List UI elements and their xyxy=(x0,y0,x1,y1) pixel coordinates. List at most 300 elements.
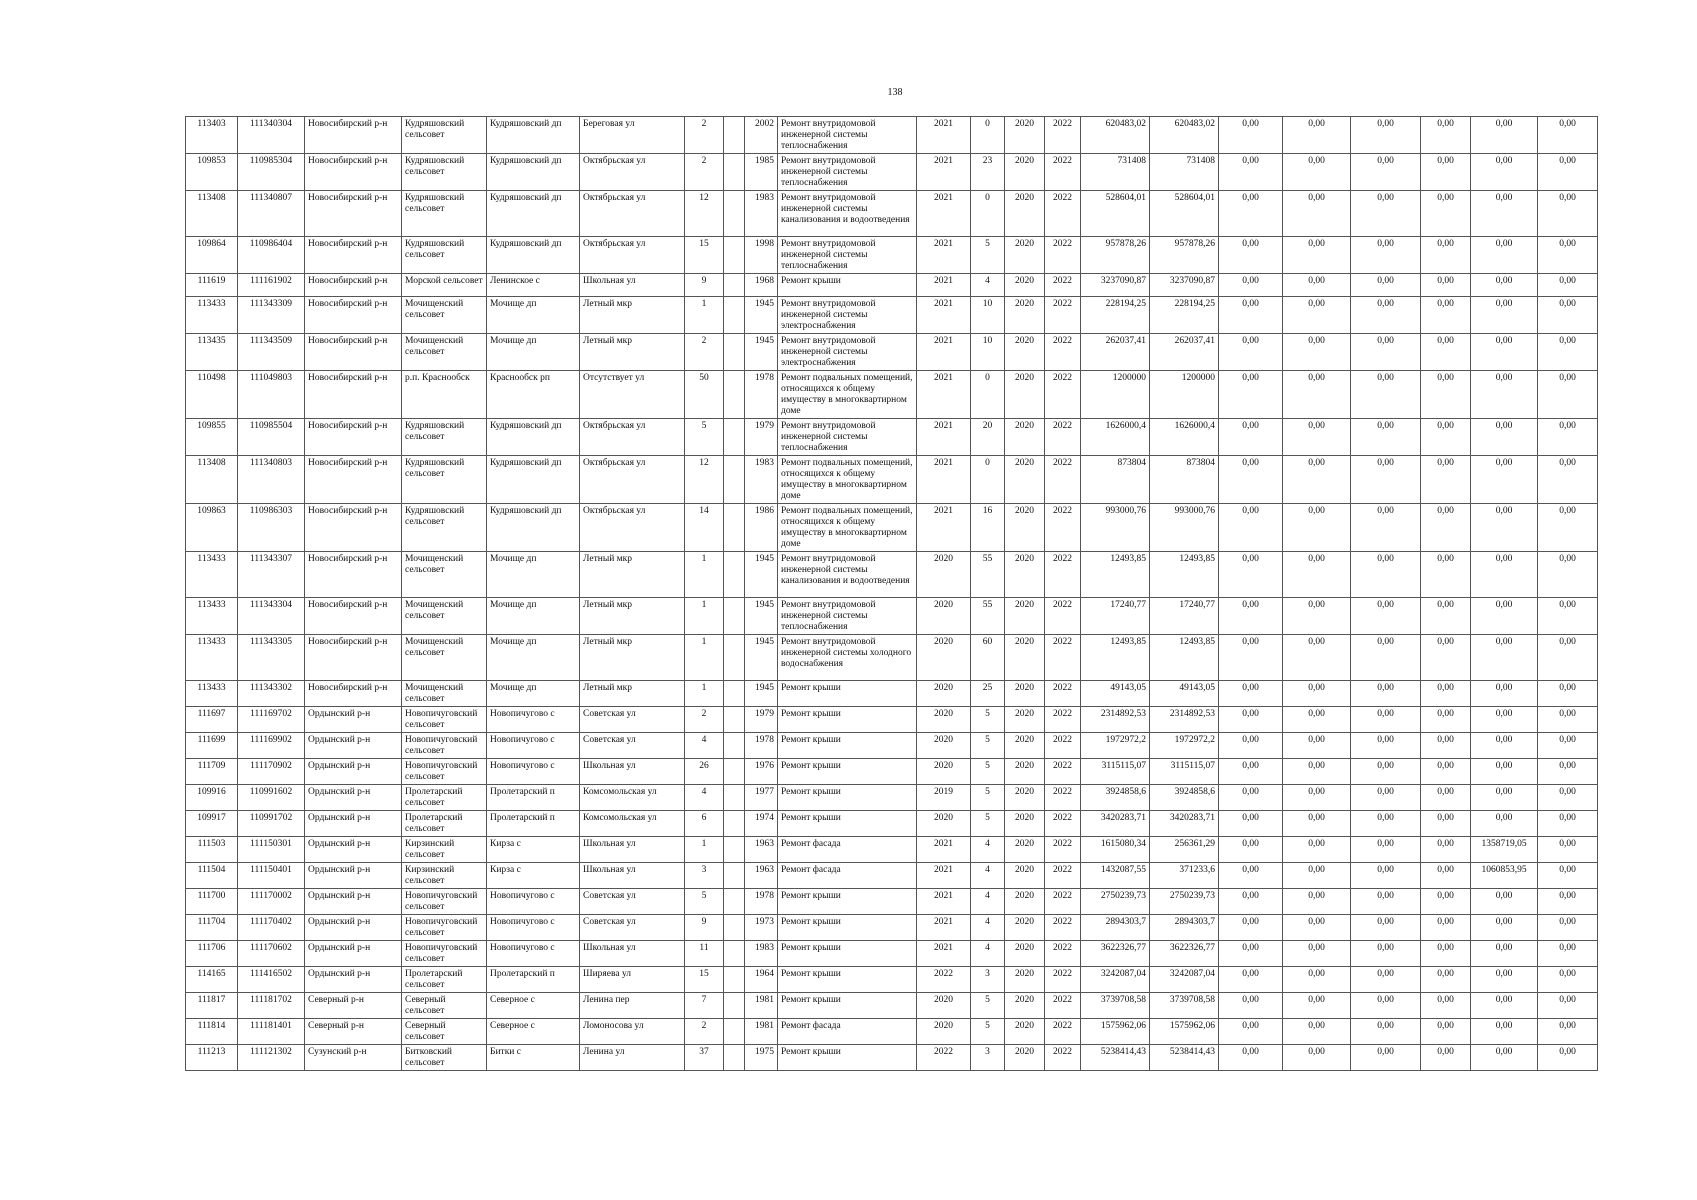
cell-street: Отсутствует ул xyxy=(580,371,685,419)
cell-street: Летный мкр xyxy=(580,552,685,598)
cell-other-funds: 0,00 xyxy=(1421,191,1471,237)
cell-regional-budget: 0,00 xyxy=(1283,759,1351,785)
cell-fund-amount: 1626000,4 xyxy=(1150,419,1219,456)
cell-build-year: 1978 xyxy=(745,371,778,419)
table-row xyxy=(186,1045,1598,1071)
cell-regional-budget: 0,00 xyxy=(1283,456,1351,504)
cell-plan-year: 2021 xyxy=(917,274,971,297)
cell-regional-budget: 0,00 xyxy=(1283,598,1351,635)
cell-other-funds: 0,00 xyxy=(1421,1019,1471,1045)
cell-plan-year: 2021 xyxy=(917,504,971,552)
cell-plan-year: 2019 xyxy=(917,785,971,811)
cell-regional-budget: 0,00 xyxy=(1283,941,1351,967)
cell-period-end: 2022 xyxy=(1045,154,1081,191)
cell-municipality: Северный сельсовет xyxy=(402,1019,487,1045)
cell-period-end: 2022 xyxy=(1045,274,1081,297)
cell-house-number: 12 xyxy=(685,456,724,504)
cell-empty-cell xyxy=(724,191,745,237)
cell-house-number: 9 xyxy=(685,274,724,297)
cell-period-start: 2020 xyxy=(1005,237,1045,274)
cell-total-cost: 3739708,58 xyxy=(1081,993,1150,1019)
cell-record-id: 113433 xyxy=(186,681,238,707)
cell-record-id: 113433 xyxy=(186,598,238,635)
cell-owners-funds: 1060853,95 xyxy=(1471,863,1538,889)
cell-municipality: Кудряшовский сельсовет xyxy=(402,456,487,504)
cell-regional-budget: 0,00 xyxy=(1283,785,1351,811)
cell-work-type: Ремонт крыши xyxy=(778,733,917,759)
cell-owners-funds: 0,00 xyxy=(1471,552,1538,598)
cell-owners-funds: 0,00 xyxy=(1471,889,1538,915)
cell-reserve: 0,00 xyxy=(1538,889,1598,915)
cell-period-end: 2022 xyxy=(1045,598,1081,635)
cell-wear-percent: 55 xyxy=(971,598,1005,635)
cell-total-cost: 262037,41 xyxy=(1081,334,1150,371)
cell-fund-amount: 228194,25 xyxy=(1150,297,1219,334)
cell-plan-year: 2021 xyxy=(917,863,971,889)
cell-period-start: 2020 xyxy=(1005,811,1045,837)
cell-wear-percent: 4 xyxy=(971,915,1005,941)
cell-wear-percent: 4 xyxy=(971,837,1005,863)
cell-period-end: 2022 xyxy=(1045,681,1081,707)
cell-empty-cell xyxy=(724,456,745,504)
cell-work-type: Ремонт внутридомовой инженерной системы теплоснабжения xyxy=(778,117,917,154)
cell-federal-budget: 0,00 xyxy=(1219,117,1283,154)
cell-regional-budget: 0,00 xyxy=(1283,733,1351,759)
cell-empty-cell xyxy=(724,635,745,681)
cell-total-cost: 1575962,06 xyxy=(1081,1019,1150,1045)
cell-house-number: 5 xyxy=(685,419,724,456)
cell-work-type: Ремонт внутридомовой инженерной системы электроснабжения xyxy=(778,297,917,334)
cell-record-id: 111699 xyxy=(186,733,238,759)
cell-district: Новосибирский р-н xyxy=(305,504,402,552)
cell-wear-percent: 10 xyxy=(971,334,1005,371)
cell-regional-budget: 0,00 xyxy=(1283,707,1351,733)
cell-build-year: 1945 xyxy=(745,552,778,598)
cell-wear-percent: 4 xyxy=(971,889,1005,915)
cell-build-year: 1945 xyxy=(745,681,778,707)
cell-municipality: Кудряшовский сельсовет xyxy=(402,154,487,191)
cell-local-budget: 0,00 xyxy=(1351,1019,1421,1045)
cell-house-code: 111181401 xyxy=(238,1019,305,1045)
cell-total-cost: 1615080,34 xyxy=(1081,837,1150,863)
cell-house-number: 2 xyxy=(685,117,724,154)
cell-record-id: 111817 xyxy=(186,993,238,1019)
cell-total-cost: 3242087,04 xyxy=(1081,967,1150,993)
table-row xyxy=(186,1019,1598,1045)
cell-federal-budget: 0,00 xyxy=(1219,863,1283,889)
cell-reserve: 0,00 xyxy=(1538,237,1598,274)
cell-district: Ордынский р-н xyxy=(305,915,402,941)
table-row xyxy=(186,297,1598,334)
cell-district: Новосибирский р-н xyxy=(305,635,402,681)
cell-period-start: 2020 xyxy=(1005,707,1045,733)
cell-period-start: 2020 xyxy=(1005,456,1045,504)
cell-settlement: Мочище дп xyxy=(487,334,580,371)
cell-house-number: 12 xyxy=(685,191,724,237)
cell-fund-amount: 371233,6 xyxy=(1150,863,1219,889)
cell-period-start: 2020 xyxy=(1005,889,1045,915)
cell-house-code: 111343309 xyxy=(238,297,305,334)
cell-regional-budget: 0,00 xyxy=(1283,811,1351,837)
cell-total-cost: 2314892,53 xyxy=(1081,707,1150,733)
cell-fund-amount: 3924858,6 xyxy=(1150,785,1219,811)
cell-house-code: 111343304 xyxy=(238,598,305,635)
cell-wear-percent: 60 xyxy=(971,635,1005,681)
cell-total-cost: 1626000,4 xyxy=(1081,419,1150,456)
cell-house-number: 1 xyxy=(685,681,724,707)
cell-plan-year: 2021 xyxy=(917,941,971,967)
cell-regional-budget: 0,00 xyxy=(1283,154,1351,191)
cell-regional-budget: 0,00 xyxy=(1283,297,1351,334)
cell-empty-cell xyxy=(724,598,745,635)
cell-settlement: Мочище дп xyxy=(487,681,580,707)
cell-total-cost: 2894303,7 xyxy=(1081,915,1150,941)
cell-reserve: 0,00 xyxy=(1538,274,1598,297)
cell-plan-year: 2021 xyxy=(917,371,971,419)
cell-build-year: 1945 xyxy=(745,297,778,334)
cell-work-type: Ремонт крыши xyxy=(778,759,917,785)
cell-period-end: 2022 xyxy=(1045,707,1081,733)
cell-fund-amount: 12493,85 xyxy=(1150,635,1219,681)
cell-fund-amount: 1575962,06 xyxy=(1150,1019,1219,1045)
cell-street: Октябрьская ул xyxy=(580,419,685,456)
cell-other-funds: 0,00 xyxy=(1421,967,1471,993)
cell-regional-budget: 0,00 xyxy=(1283,371,1351,419)
cell-total-cost: 873804 xyxy=(1081,456,1150,504)
cell-house-number: 4 xyxy=(685,785,724,811)
cell-owners-funds: 0,00 xyxy=(1471,811,1538,837)
cell-work-type: Ремонт крыши xyxy=(778,274,917,297)
cell-period-end: 2022 xyxy=(1045,635,1081,681)
cell-house-number: 3 xyxy=(685,863,724,889)
cell-plan-year: 2020 xyxy=(917,635,971,681)
table-row xyxy=(186,811,1598,837)
cell-federal-budget: 0,00 xyxy=(1219,552,1283,598)
cell-build-year: 1973 xyxy=(745,915,778,941)
cell-period-start: 2020 xyxy=(1005,863,1045,889)
cell-period-start: 2020 xyxy=(1005,297,1045,334)
table-row xyxy=(186,456,1598,504)
cell-work-type: Ремонт внутридомовой инженерной системы электроснабжения xyxy=(778,334,917,371)
cell-period-start: 2020 xyxy=(1005,1019,1045,1045)
cell-house-number: 2 xyxy=(685,334,724,371)
cell-record-id: 109864 xyxy=(186,237,238,274)
cell-record-id: 109863 xyxy=(186,504,238,552)
cell-record-id: 113408 xyxy=(186,191,238,237)
cell-build-year: 1975 xyxy=(745,1045,778,1071)
cell-local-budget: 0,00 xyxy=(1351,863,1421,889)
cell-work-type: Ремонт внутридомовой инженерной системы холодного водоснабжения xyxy=(778,635,917,681)
cell-wear-percent: 0 xyxy=(971,371,1005,419)
cell-work-type: Ремонт крыши xyxy=(778,681,917,707)
table-row xyxy=(186,759,1598,785)
cell-regional-budget: 0,00 xyxy=(1283,635,1351,681)
cell-period-start: 2020 xyxy=(1005,371,1045,419)
cell-record-id: 111503 xyxy=(186,837,238,863)
cell-reserve: 0,00 xyxy=(1538,1019,1598,1045)
cell-house-number: 50 xyxy=(685,371,724,419)
cell-municipality: Мочищенский сельсовет xyxy=(402,334,487,371)
cell-district: Ордынский р-н xyxy=(305,837,402,863)
table-row xyxy=(186,419,1598,456)
cell-period-start: 2020 xyxy=(1005,154,1045,191)
cell-period-end: 2022 xyxy=(1045,915,1081,941)
cell-other-funds: 0,00 xyxy=(1421,733,1471,759)
cell-settlement: Битки с xyxy=(487,1045,580,1071)
cell-municipality: Мочищенский сельсовет xyxy=(402,598,487,635)
cell-local-budget: 0,00 xyxy=(1351,733,1421,759)
cell-house-number: 2 xyxy=(685,154,724,191)
cell-wear-percent: 0 xyxy=(971,117,1005,154)
cell-street: Советская ул xyxy=(580,915,685,941)
cell-empty-cell xyxy=(724,681,745,707)
cell-work-type: Ремонт фасада xyxy=(778,863,917,889)
cell-work-type: Ремонт внутридомовой инженерной системы канализования и водоотведения xyxy=(778,552,917,598)
cell-work-type: Ремонт крыши xyxy=(778,811,917,837)
cell-regional-budget: 0,00 xyxy=(1283,681,1351,707)
cell-owners-funds: 0,00 xyxy=(1471,334,1538,371)
cell-empty-cell xyxy=(724,889,745,915)
cell-empty-cell xyxy=(724,504,745,552)
cell-period-end: 2022 xyxy=(1045,1019,1081,1045)
cell-house-code: 111343302 xyxy=(238,681,305,707)
cell-period-end: 2022 xyxy=(1045,993,1081,1019)
cell-local-budget: 0,00 xyxy=(1351,915,1421,941)
cell-build-year: 1985 xyxy=(745,154,778,191)
cell-empty-cell xyxy=(724,1019,745,1045)
cell-empty-cell xyxy=(724,552,745,598)
cell-fund-amount: 873804 xyxy=(1150,456,1219,504)
cell-record-id: 111213 xyxy=(186,1045,238,1071)
cell-house-code: 111343307 xyxy=(238,552,305,598)
cell-empty-cell xyxy=(724,117,745,154)
cell-empty-cell xyxy=(724,334,745,371)
cell-build-year: 1986 xyxy=(745,504,778,552)
cell-plan-year: 2022 xyxy=(917,1045,971,1071)
cell-federal-budget: 0,00 xyxy=(1219,785,1283,811)
cell-record-id: 113433 xyxy=(186,297,238,334)
cell-local-budget: 0,00 xyxy=(1351,191,1421,237)
cell-reserve: 0,00 xyxy=(1538,915,1598,941)
cell-record-id: 111700 xyxy=(186,889,238,915)
cell-plan-year: 2020 xyxy=(917,707,971,733)
cell-house-code: 111150301 xyxy=(238,837,305,863)
cell-reserve: 0,00 xyxy=(1538,759,1598,785)
cell-fund-amount: 12493,85 xyxy=(1150,552,1219,598)
cell-fund-amount: 1972972,2 xyxy=(1150,733,1219,759)
cell-work-type: Ремонт крыши xyxy=(778,785,917,811)
cell-owners-funds: 0,00 xyxy=(1471,1045,1538,1071)
cell-fund-amount: 3420283,71 xyxy=(1150,811,1219,837)
cell-owners-funds: 0,00 xyxy=(1471,297,1538,334)
cell-period-start: 2020 xyxy=(1005,117,1045,154)
cell-house-code: 111170602 xyxy=(238,941,305,967)
cell-plan-year: 2020 xyxy=(917,733,971,759)
cell-build-year: 1981 xyxy=(745,993,778,1019)
cell-plan-year: 2021 xyxy=(917,837,971,863)
cell-district: Ордынский р-н xyxy=(305,967,402,993)
cell-house-number: 15 xyxy=(685,237,724,274)
cell-empty-cell xyxy=(724,993,745,1019)
cell-other-funds: 0,00 xyxy=(1421,635,1471,681)
cell-reserve: 0,00 xyxy=(1538,1045,1598,1071)
cell-house-code: 111343509 xyxy=(238,334,305,371)
cell-street: Летный мкр xyxy=(580,681,685,707)
cell-municipality: Кудряшовский сельсовет xyxy=(402,237,487,274)
cell-settlement: Кудряшовский дп xyxy=(487,419,580,456)
cell-total-cost: 993000,76 xyxy=(1081,504,1150,552)
cell-plan-year: 2020 xyxy=(917,1019,971,1045)
cell-fund-amount: 528604,01 xyxy=(1150,191,1219,237)
cell-district: Ордынский р-н xyxy=(305,941,402,967)
cell-municipality: Новопичуговский сельсовет xyxy=(402,889,487,915)
cell-other-funds: 0,00 xyxy=(1421,274,1471,297)
cell-other-funds: 0,00 xyxy=(1421,419,1471,456)
cell-district: Северный р-н xyxy=(305,1019,402,1045)
cell-regional-budget: 0,00 xyxy=(1283,552,1351,598)
cell-period-end: 2022 xyxy=(1045,371,1081,419)
cell-empty-cell xyxy=(724,154,745,191)
cell-settlement: Мочище дп xyxy=(487,297,580,334)
cell-federal-budget: 0,00 xyxy=(1219,1019,1283,1045)
cell-house-number: 1 xyxy=(685,837,724,863)
cell-other-funds: 0,00 xyxy=(1421,889,1471,915)
cell-settlement: Ленинское с xyxy=(487,274,580,297)
cell-district: Новосибирский р-н xyxy=(305,154,402,191)
cell-plan-year: 2020 xyxy=(917,681,971,707)
cell-municipality: Пролетарский сельсовет xyxy=(402,811,487,837)
cell-work-type: Ремонт крыши xyxy=(778,993,917,1019)
cell-district: Ордынский р-н xyxy=(305,733,402,759)
cell-house-number: 26 xyxy=(685,759,724,785)
cell-wear-percent: 0 xyxy=(971,191,1005,237)
cell-house-number: 1 xyxy=(685,297,724,334)
cell-period-end: 2022 xyxy=(1045,811,1081,837)
cell-empty-cell xyxy=(724,837,745,863)
cell-federal-budget: 0,00 xyxy=(1219,681,1283,707)
cell-house-code: 111150401 xyxy=(238,863,305,889)
cell-house-number: 1 xyxy=(685,598,724,635)
cell-owners-funds: 0,00 xyxy=(1471,117,1538,154)
cell-empty-cell xyxy=(724,419,745,456)
table-body xyxy=(186,117,1598,1071)
cell-work-type: Ремонт подвальных помещений, относящихся к общему имуществу в многоквартирном доме xyxy=(778,504,917,552)
cell-federal-budget: 0,00 xyxy=(1219,334,1283,371)
cell-owners-funds: 0,00 xyxy=(1471,967,1538,993)
cell-reserve: 0,00 xyxy=(1538,837,1598,863)
cell-settlement: Кудряшовский дп xyxy=(487,504,580,552)
cell-regional-budget: 0,00 xyxy=(1283,117,1351,154)
cell-municipality: Новопичуговский сельсовет xyxy=(402,707,487,733)
cell-period-end: 2022 xyxy=(1045,191,1081,237)
cell-local-budget: 0,00 xyxy=(1351,837,1421,863)
cell-period-start: 2020 xyxy=(1005,274,1045,297)
cell-total-cost: 5238414,43 xyxy=(1081,1045,1150,1071)
cell-house-number: 2 xyxy=(685,1019,724,1045)
table-row xyxy=(186,889,1598,915)
cell-street: Советская ул xyxy=(580,889,685,915)
cell-street: Октябрьская ул xyxy=(580,191,685,237)
cell-plan-year: 2020 xyxy=(917,552,971,598)
cell-owners-funds: 0,00 xyxy=(1471,785,1538,811)
cell-build-year: 1963 xyxy=(745,837,778,863)
cell-local-budget: 0,00 xyxy=(1351,117,1421,154)
cell-regional-budget: 0,00 xyxy=(1283,863,1351,889)
cell-build-year: 1945 xyxy=(745,635,778,681)
cell-federal-budget: 0,00 xyxy=(1219,915,1283,941)
cell-municipality: Мочищенский сельсовет xyxy=(402,635,487,681)
cell-federal-budget: 0,00 xyxy=(1219,371,1283,419)
cell-municipality: Кудряшовский сельсовет xyxy=(402,117,487,154)
cell-local-budget: 0,00 xyxy=(1351,274,1421,297)
cell-federal-budget: 0,00 xyxy=(1219,811,1283,837)
cell-owners-funds: 0,00 xyxy=(1471,598,1538,635)
cell-total-cost: 49143,05 xyxy=(1081,681,1150,707)
cell-owners-funds: 0,00 xyxy=(1471,371,1538,419)
cell-empty-cell xyxy=(724,811,745,837)
cell-work-type: Ремонт внутридомовой инженерной системы теплоснабжения xyxy=(778,598,917,635)
cell-plan-year: 2020 xyxy=(917,993,971,1019)
cell-fund-amount: 3242087,04 xyxy=(1150,967,1219,993)
table-row xyxy=(186,504,1598,552)
table-row xyxy=(186,154,1598,191)
cell-street: Ширяева ул xyxy=(580,967,685,993)
cell-work-type: Ремонт крыши xyxy=(778,967,917,993)
cell-local-budget: 0,00 xyxy=(1351,635,1421,681)
cell-wear-percent: 0 xyxy=(971,456,1005,504)
cell-total-cost: 1432087,55 xyxy=(1081,863,1150,889)
cell-period-end: 2022 xyxy=(1045,863,1081,889)
cell-plan-year: 2021 xyxy=(917,117,971,154)
cell-settlement: Мочище дп xyxy=(487,552,580,598)
cell-district: Новосибирский р-н xyxy=(305,371,402,419)
cell-record-id: 111706 xyxy=(186,941,238,967)
cell-plan-year: 2021 xyxy=(917,237,971,274)
cell-total-cost: 1972972,2 xyxy=(1081,733,1150,759)
cell-owners-funds: 0,00 xyxy=(1471,456,1538,504)
cell-plan-year: 2021 xyxy=(917,154,971,191)
cell-period-start: 2020 xyxy=(1005,759,1045,785)
table-row xyxy=(186,334,1598,371)
cell-municipality: Кирзинский сельсовет xyxy=(402,863,487,889)
cell-owners-funds: 0,00 xyxy=(1471,191,1538,237)
cell-build-year: 1945 xyxy=(745,598,778,635)
cell-municipality: Битковский сельсовет xyxy=(402,1045,487,1071)
cell-house-code: 111416502 xyxy=(238,967,305,993)
cell-wear-percent: 4 xyxy=(971,274,1005,297)
cell-record-id: 111814 xyxy=(186,1019,238,1045)
cell-local-budget: 0,00 xyxy=(1351,785,1421,811)
table-row xyxy=(186,681,1598,707)
cell-empty-cell xyxy=(724,915,745,941)
cell-municipality: Мочищенский сельсовет xyxy=(402,297,487,334)
cell-owners-funds: 0,00 xyxy=(1471,915,1538,941)
cell-build-year: 1981 xyxy=(745,1019,778,1045)
cell-regional-budget: 0,00 xyxy=(1283,915,1351,941)
cell-total-cost: 3115115,07 xyxy=(1081,759,1150,785)
cell-house-code: 111170902 xyxy=(238,759,305,785)
cell-wear-percent: 4 xyxy=(971,863,1005,889)
cell-wear-percent: 20 xyxy=(971,419,1005,456)
cell-wear-percent: 10 xyxy=(971,297,1005,334)
cell-federal-budget: 0,00 xyxy=(1219,504,1283,552)
cell-record-id: 113408 xyxy=(186,456,238,504)
cell-house-code: 110986303 xyxy=(238,504,305,552)
table-row xyxy=(186,837,1598,863)
cell-house-number: 14 xyxy=(685,504,724,552)
cell-total-cost: 17240,77 xyxy=(1081,598,1150,635)
table-row xyxy=(186,191,1598,237)
